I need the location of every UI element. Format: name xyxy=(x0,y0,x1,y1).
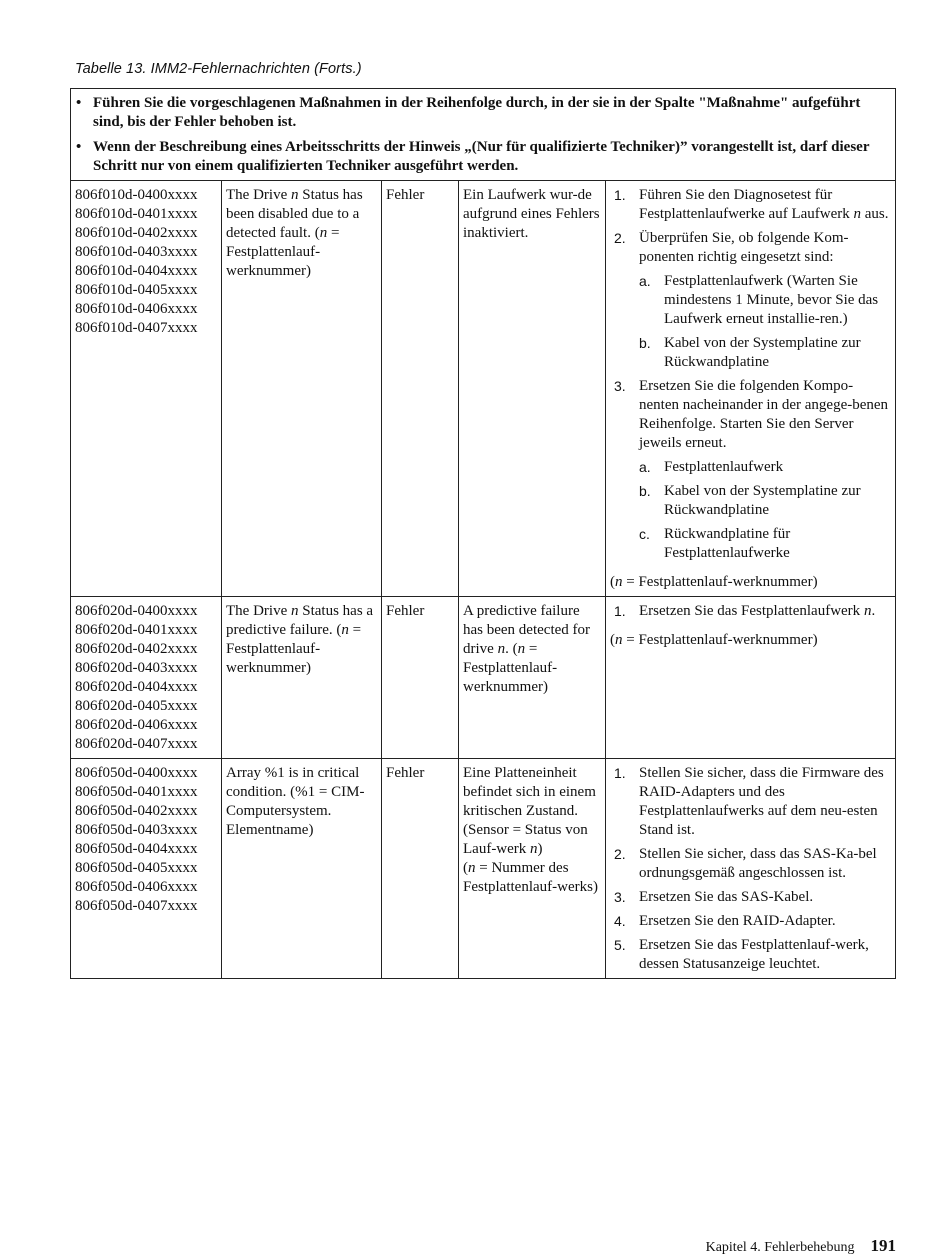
message-cell xyxy=(222,181,382,597)
footnote-text: ( xyxy=(610,632,615,648)
event-code: 806f050d-0402xxxx xyxy=(75,803,198,819)
action-step xyxy=(610,602,891,621)
description-text: Ein Laufwerk wur-de aufgrund eines Fehlers inaktiviert. xyxy=(463,187,600,241)
event-code: 806f010d-0403xxxx xyxy=(75,244,198,260)
note-text: Führen Sie die vorgeschlagenen Maßnahmen in der Reihenfolge durch, in der sie in der Spalte "Maßnahme" aufgeführt sind, bis der Fehler behoben ist. xyxy=(93,95,861,130)
severity-cell: Fehler xyxy=(382,759,459,979)
notes-row xyxy=(71,89,896,181)
action-step xyxy=(610,888,891,907)
message-cell xyxy=(222,597,382,759)
action-step xyxy=(610,912,891,931)
sub-step-letter: b. xyxy=(639,335,651,351)
message-text: The Drive xyxy=(226,187,291,203)
message-var: n xyxy=(290,187,299,203)
event-code: 806f050d-0405xxxx xyxy=(75,860,198,876)
sub-step-letter: c. xyxy=(639,526,650,542)
description-text: = Nummer des Festplattenlauf-werks) xyxy=(463,860,598,895)
step-number: 1. xyxy=(614,603,626,619)
sub-step-letter: a. xyxy=(639,459,651,475)
event-codes-cell xyxy=(71,597,222,759)
event-code: 806f010d-0404xxxx xyxy=(75,263,198,279)
table-row xyxy=(71,181,896,597)
step-number: 4. xyxy=(614,913,626,929)
sub-step xyxy=(639,458,891,477)
action-steps xyxy=(610,764,891,974)
description-text: = Festplattenlauf-werknummer) xyxy=(463,641,558,695)
message-var: n xyxy=(290,603,299,619)
sub-step-text: Festplattenlaufwerk (Warten Sie mindestens 1 Minute, bevor Sie das Laufwerk erneut installie-ren.) xyxy=(664,273,879,327)
event-code: 806f050d-0406xxxx xyxy=(75,879,198,895)
footnote-var: n xyxy=(615,632,623,648)
message-cell xyxy=(222,759,382,979)
event-code: 806f020d-0404xxxx xyxy=(75,679,198,695)
event-code: 806f010d-0400xxxx xyxy=(75,187,198,203)
note-item xyxy=(75,138,891,176)
message-var: n xyxy=(341,622,349,638)
description-text: Eine Platteneinheit befindet sich in einem kritischen Zustand. (Sensor = Status von Lauf-werk xyxy=(463,765,596,857)
event-code: 806f020d-0405xxxx xyxy=(75,698,198,714)
step-text: . xyxy=(871,603,876,619)
sub-step-text: Rückwandplatine für Festplattenlaufwerke xyxy=(664,526,791,561)
step-var: n xyxy=(853,206,861,222)
step-text: Ersetzen Sie den RAID-Adapter. xyxy=(639,913,836,929)
event-code: 806f010d-0402xxxx xyxy=(75,225,198,241)
action-cell xyxy=(606,759,896,979)
event-code: 806f050d-0403xxxx xyxy=(75,822,198,838)
step-text: Ersetzen Sie das SAS-Kabel. xyxy=(639,889,814,905)
action-steps xyxy=(610,602,891,621)
sub-step-letter: b. xyxy=(639,483,651,499)
sub-step-text: Kabel von der Systemplatine zur Rückwandplatine xyxy=(664,483,861,518)
description-var: n xyxy=(530,841,538,857)
event-code: 806f050d-0404xxxx xyxy=(75,841,198,857)
description-text: . ( xyxy=(505,641,518,657)
description-var: n xyxy=(468,860,476,876)
page-number: 191 xyxy=(870,1236,896,1255)
note-item xyxy=(75,94,891,132)
event-code: 806f010d-0405xxxx xyxy=(75,282,198,298)
step-number: 2. xyxy=(614,846,626,862)
description-text: A predictive failure has been detected for drive xyxy=(463,603,591,657)
bullet-icon: • xyxy=(76,139,82,155)
table-row xyxy=(71,597,896,759)
footnote-text: = Festplattenlauf-werknummer) xyxy=(622,574,818,590)
sub-step xyxy=(639,482,891,520)
sub-step xyxy=(639,272,891,329)
message-var: n xyxy=(319,225,328,241)
chapter-title: Kapitel 4. Fehlerbehebung xyxy=(705,1240,855,1255)
step-number: 1. xyxy=(614,187,626,203)
action-step xyxy=(610,377,891,563)
description-text: ( xyxy=(463,860,468,876)
description-var: n xyxy=(517,641,526,657)
action-step xyxy=(610,186,891,224)
severity-cell: Fehler xyxy=(382,181,459,597)
action-footnote xyxy=(610,573,891,592)
step-number: 5. xyxy=(614,937,626,953)
step-var: n xyxy=(863,603,872,619)
step-text: Ersetzen Sie die folgenden Kompo-nenten nacheinander in der angege-benen Reihenfolge. Starten Sie den Server jeweils erneut. xyxy=(639,378,889,451)
action-step xyxy=(610,764,891,840)
event-code: 806f020d-0407xxxx xyxy=(75,736,198,752)
action-step xyxy=(610,845,891,883)
table-caption: Tabelle 13. IMM2-Fehlernachrichten (Forts.) xyxy=(75,61,362,77)
step-text: Führen Sie den Diagnosetest für Festplattenlaufwerke auf Laufwerk xyxy=(639,187,854,222)
message-text: Array %1 is in critical condition. (%1 = CIM-Computersystem. Elementname) xyxy=(226,765,365,838)
event-codes-cell xyxy=(71,181,222,597)
footnote-text: ( xyxy=(610,574,615,590)
step-text: Ersetzen Sie das Festplattenlauf-werk, dessen Statusanzeige leuchtet. xyxy=(639,937,869,972)
step-number: 3. xyxy=(614,889,626,905)
footnote-text: = Festplattenlauf-werknummer) xyxy=(622,632,818,648)
message-text: Status has a predictive failure. ( xyxy=(226,603,374,638)
action-cell xyxy=(606,181,896,597)
error-message-table xyxy=(70,88,896,979)
action-step xyxy=(610,229,891,372)
message-text: Status has been disabled due to a detected fault. ( xyxy=(226,187,363,241)
sub-step-text: Kabel von der Systemplatine zur Rückwandplatine xyxy=(664,335,861,370)
sub-step-letter: a. xyxy=(639,273,651,289)
message-text: The Drive xyxy=(226,603,291,619)
event-code: 806f020d-0400xxxx xyxy=(75,603,198,619)
description-cell xyxy=(459,181,606,597)
step-text: Überprüfen Sie, ob folgende Kom-ponenten richtig eingesetzt sind: xyxy=(639,230,849,265)
step-number: 3. xyxy=(614,378,626,394)
event-code: 806f020d-0401xxxx xyxy=(75,622,198,638)
note-text: Wenn der Beschreibung eines Arbeitsschritts der Hinweis „(Nur für qualifizierte Techniker)” vorangestellt ist, darf dieser Schritt nur von einem qualifizierten Techniker ausgeführt werden. xyxy=(93,139,870,174)
event-code: 806f020d-0402xxxx xyxy=(75,641,198,657)
message-text: = Festplattenlauf-werknummer) xyxy=(226,622,362,676)
action-footnote xyxy=(610,631,891,650)
step-text: Stellen Sie sicher, dass die Firmware des RAID-Adapters und des Festplattenlaufwerks auf dem neu-esten Stand ist. xyxy=(639,765,884,838)
event-code: 806f020d-0406xxxx xyxy=(75,717,198,733)
event-code: 806f010d-0407xxxx xyxy=(75,320,198,336)
event-code: 806f010d-0406xxxx xyxy=(75,301,198,317)
sub-step-text: Festplattenlaufwerk xyxy=(664,459,784,475)
action-step xyxy=(610,936,891,974)
description-cell xyxy=(459,759,606,979)
step-number: 2. xyxy=(614,230,626,246)
event-code: 806f010d-0401xxxx xyxy=(75,206,198,222)
action-steps xyxy=(610,186,891,563)
severity-cell: Fehler xyxy=(382,597,459,759)
event-code: 806f050d-0407xxxx xyxy=(75,898,198,914)
sub-steps xyxy=(639,272,891,372)
description-var: n xyxy=(497,641,506,657)
event-code: 806f020d-0403xxxx xyxy=(75,660,198,676)
step-text: Ersetzen Sie das Festplattenlaufwerk xyxy=(639,603,864,619)
step-text: Stellen Sie sicher, dass das SAS-Ka-bel ordnungsgemäß angeschlossen ist. xyxy=(639,846,877,881)
sub-step xyxy=(639,525,891,563)
message-text: = Festplattenlauf-werknummer) xyxy=(226,225,340,279)
description-text: ) xyxy=(537,841,543,857)
step-number: 1. xyxy=(614,765,626,781)
event-code: 806f050d-0401xxxx xyxy=(75,784,198,800)
sub-steps xyxy=(639,458,891,563)
footnote-var: n xyxy=(615,574,623,590)
sub-step xyxy=(639,334,891,372)
description-cell xyxy=(459,597,606,759)
notes-cell xyxy=(71,89,896,181)
page-footer xyxy=(706,1236,896,1256)
bullet-icon: • xyxy=(76,95,82,111)
action-cell xyxy=(606,597,896,759)
step-text: aus. xyxy=(861,206,889,222)
table-row xyxy=(71,759,896,979)
event-code: 806f050d-0400xxxx xyxy=(75,765,198,781)
event-codes-cell xyxy=(71,759,222,979)
